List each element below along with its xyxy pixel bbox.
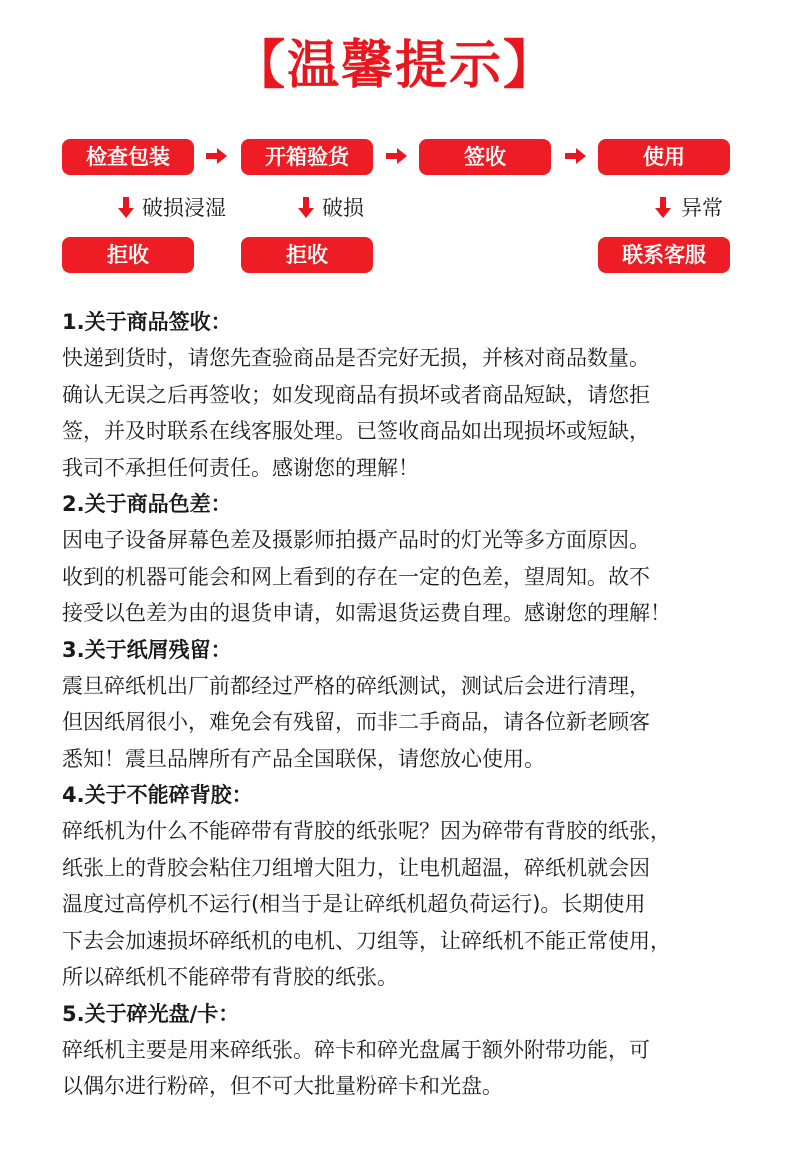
- section-title: 5.关于碎光盘/卡：: [62, 1001, 240, 1026]
- section-title: 4.关于不能碎背胶：: [62, 783, 253, 807]
- section-line: 纸张上的背胶会粘住刀组增大阻力，让电机超温，碎纸机就会因: [62, 855, 650, 880]
- page-title: 【温馨提示】: [232, 36, 557, 96]
- outcome-reject: 拒收: [241, 237, 373, 273]
- section-line: 震旦碎纸机出厂前都经过严格的碎纸测试，测试后会进行清理，: [62, 673, 650, 698]
- section-line: 碎纸机主要是用来碎纸张。碎卡和碎光盘属于额外附带功能，可: [62, 1037, 650, 1062]
- section-line: 确认无误之后再签收；如发现商品有损坏或者商品短缺，请您拒: [62, 382, 650, 407]
- notice-content: [62, 304, 752, 1105]
- condition-damaged: 破损: [322, 196, 364, 220]
- section-receipt: [62, 304, 752, 486]
- section-cd-card: [62, 996, 752, 1105]
- section-line: 以偶尔进行粉碎，但不可大批量粉碎卡和光盘。: [62, 1074, 503, 1098]
- arrow-down-icon: [655, 197, 671, 219]
- section-line: 接受以色差为由的退货申请，如需退货运费自理。感谢您的理解！: [62, 601, 671, 625]
- section-line: 温度过高停机不运行(相当于是让碎纸机超负荷运行)。长期使用: [62, 892, 646, 916]
- section-line: 因电子设备屏幕色差及摄影师拍摄产品时的灯光等多方面原因。: [62, 528, 650, 552]
- section-paper-residue: [62, 632, 752, 778]
- section-title: 2.关于商品色差：: [62, 492, 232, 516]
- section-color-difference: [62, 486, 752, 632]
- condition-damaged-wet: 破损浸湿: [142, 196, 226, 220]
- section-title: 1.关于商品签收：: [62, 310, 232, 334]
- section-line: 悉知！震旦品牌所有产品全国联保，请您放心使用。: [62, 746, 545, 771]
- section-line: 签，并及时联系在线客服处理。已签收商品如出现损坏或短缺，: [62, 419, 650, 443]
- section-line: 所以碎纸机不能碎带有背胶的纸张。: [62, 965, 398, 989]
- outcome-reject: 拒收: [62, 237, 194, 273]
- section-adhesive: [62, 777, 752, 996]
- section-title: 3.关于纸屑残留：: [62, 637, 232, 662]
- section-line: 我司不承担任何责任。感谢您的理解！: [62, 455, 419, 480]
- section-line: 收到的机器可能会和网上看到的存在一定的色差，望周知。故不: [62, 564, 650, 589]
- section-line: 下去会加速损坏碎纸机的电机、刀组等，让碎纸机不能正常使用，: [62, 928, 671, 953]
- step-check-packaging: 检查包装: [62, 139, 194, 175]
- step-sign-receipt: 签收: [419, 139, 551, 175]
- section-line: 碎纸机为什么不能碎带有背胶的纸张呢？因为碎带有背胶的纸张，: [62, 819, 671, 843]
- arrow-down-icon: [298, 197, 314, 219]
- step-use: 使用: [598, 139, 730, 175]
- section-line: 快递到货时，请您先查验商品是否完好无损，并核对商品数量。: [62, 346, 650, 370]
- condition-abnormal: 异常: [681, 196, 723, 220]
- arrow-down-icon: [118, 197, 134, 219]
- step-unbox-inspect: 开箱验货: [241, 139, 373, 175]
- outcome-contact-support: 联系客服: [598, 237, 730, 273]
- section-line: 但因纸屑很小，难免会有残留，而非二手商品，请各位新老顾客: [62, 710, 650, 734]
